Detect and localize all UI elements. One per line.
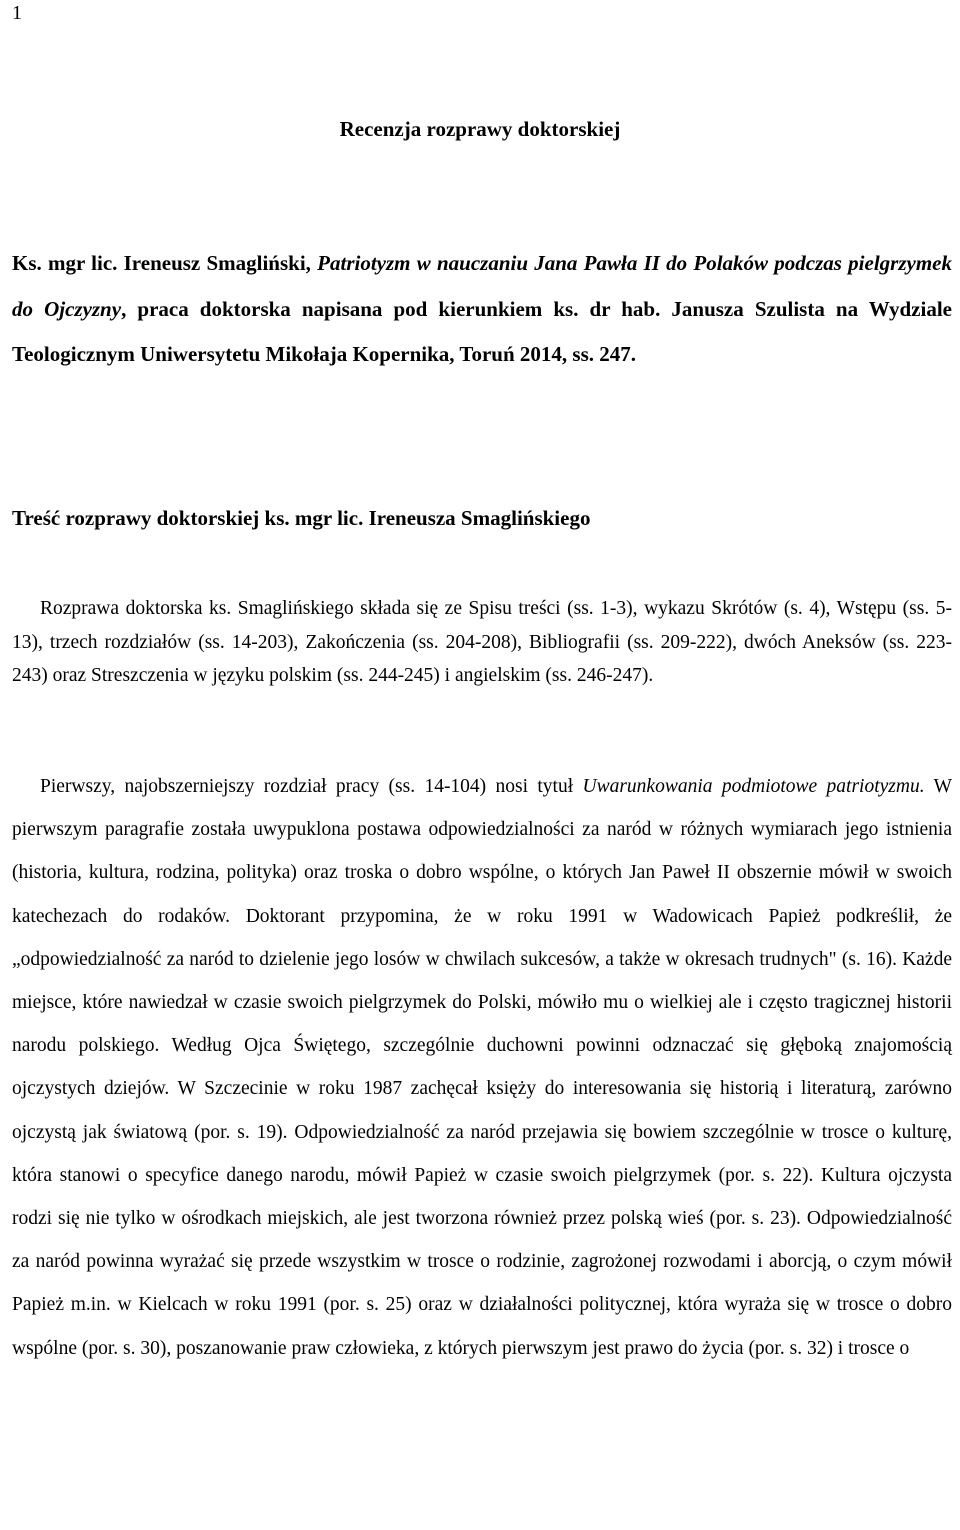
- paragraph-chapter-one: [12, 765, 952, 1370]
- paragraph-intro: Pierwszy, najobszerniejszy rozdział pracy (ss. 14-104) nosi tytuł: [40, 776, 583, 797]
- document-title: Recenzja rozprawy doktorskiej: [339, 117, 621, 141]
- dissertation-citation: [12, 241, 952, 378]
- citation-author: Ks. mgr lic. Ireneusz Smagliński,: [12, 251, 318, 275]
- paragraph-structure: Rozprawa doktorska ks. Smaglińskiego składa się ze Spisu treści (ss. 1-3), wykazu Skrótów (s. 4), Wstępu (ss. 5-13), trzech rozdziałów (ss. 14-203), Zakończenia (ss. 204-208), Bibliografii (ss. 209-222), dwóch Aneksów (ss. 223-243) oraz Streszczenia w języku polskim (ss. 244-245) i angielskim (ss. 246-247).: [12, 598, 952, 686]
- chapter-title: Uwarunkowania podmiotowe patriotyzmu.: [582, 776, 925, 797]
- page-number: 1: [12, 2, 22, 24]
- citation-details: , praca doktorska napisana pod kierunkiem ks. dr hab. Janusza Szulista na Wydziale Teologicznym Uniwersytetu Mikołaja Kopernika, Toruń 2014, ss. 247.: [12, 296, 952, 366]
- paragraph-body: W pierwszym paragrafie została uwypuklona postawa odpowiedzialności za naród w różnych wymiarach jego istnienia (historia, kultura, rodzina, polityka) oraz troska o dobro wspólne, o których Jan Paweł II obszernie mówił w swoich katechezach do rodaków. Doktorant przypomina, że w roku 1991 w Wadowicach Papież podkreślił, że „odpowiedzialność za naród to dzielenie jego losów w chwilach sukcesów, a także w okresach trudnych" (s. 16). Każde miejsce, które nawiedzał w czasie swoich pielgrzymek do Polski, mówiło mu o wielkiej ale i często tragicznej historii narodu polskiego. Według Ojca Świętego, szczególnie duchowni powinni odznaczać się głęboką znajomością ojczystych dziejów. W Szczecinie w roku 1987 zachęcał księży do interesowania się historią i literaturą, zarówno ojczystą jak światową (por. s. 19). Odpowiedzialność za naród przejawia się bowiem szczególnie w trosce o kulturę, która stanowi o specyfice danego narodu, mówił Papież w czasie swoich pielgrzymek (por. s. 22). Kultura ojczysta rodzi się nie tylko w ośrodkach miejskich, ale jest tworzona również przez polską wieś (por. s. 23). Odpowiedzialność za naród powinna wyrażać się przede wszystkim w trosce o rodzinie, zagrożonej rozwodami i aborcją, o czym mówił Papież m.in. w Kielcach w roku 1991 (por. s. 25) oraz w działalności politycznej, która wyraża się w trosce o dobro wspólne (por. s. 30), poszanowanie praw człowieka, z których pierwszym jest prawo do życia (por. s. 32) i trosce o: [12, 776, 952, 1359]
- dissertation-title: Patriotyzm w nauczaniu Jana Pawła II do Polaków podczas pielgrzymek do Ojczyzny: [12, 251, 952, 321]
- section-heading: Treść rozprawy doktorskiej ks. mgr lic. Ireneusza Smaglińskiego: [12, 506, 591, 530]
